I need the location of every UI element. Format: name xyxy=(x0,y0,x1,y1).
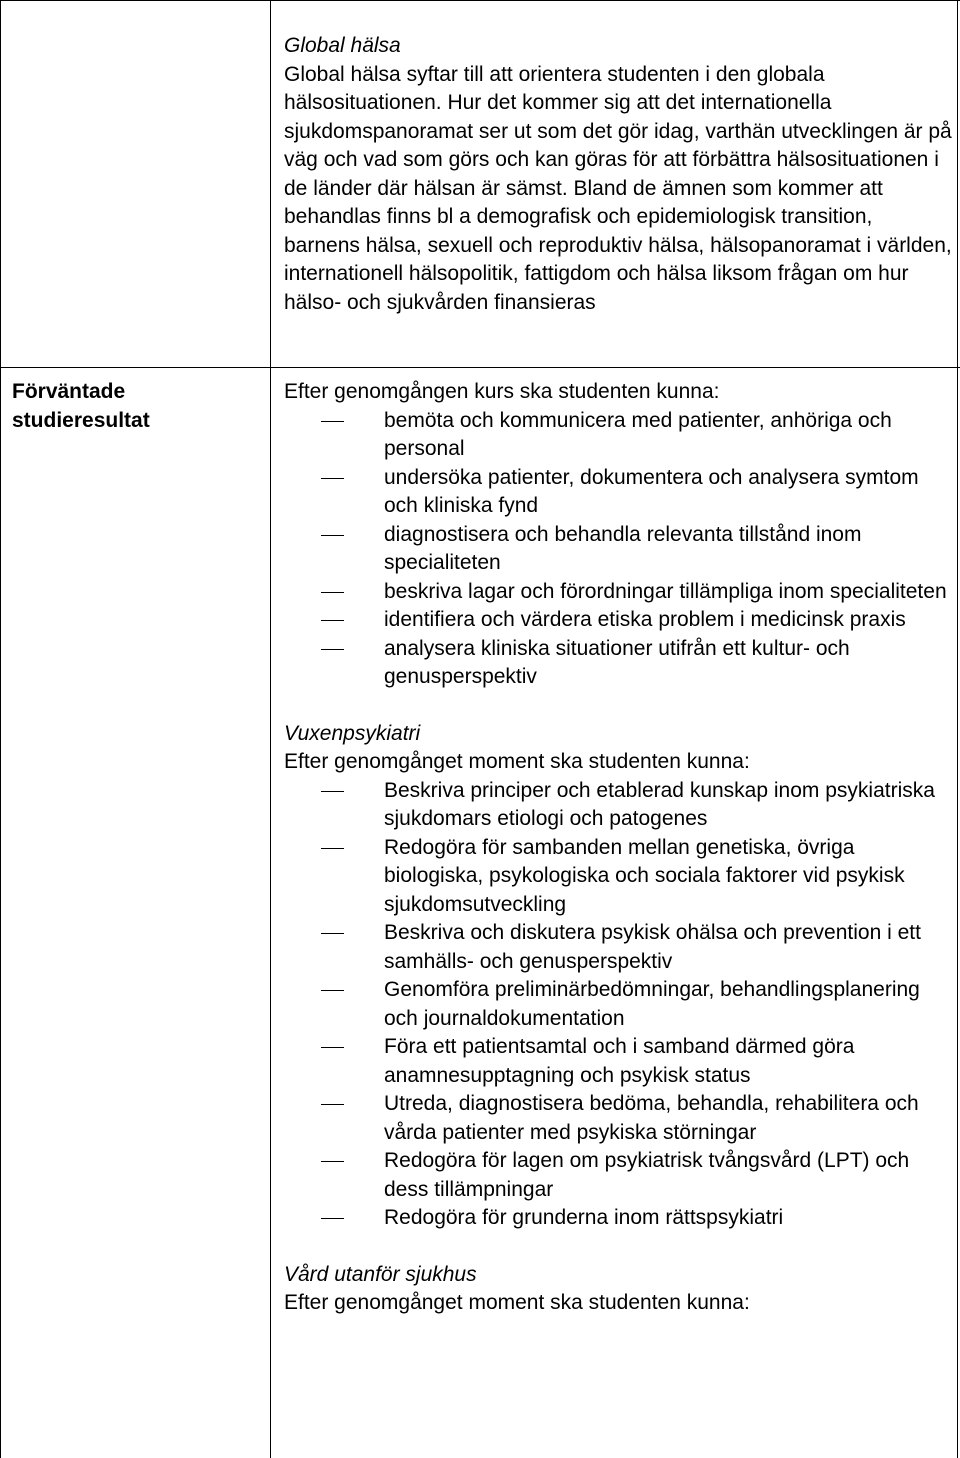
list-item: beskriva lagar och förordningar tillämpliga inom specialiteten xyxy=(284,578,954,607)
table-row-divider xyxy=(0,367,960,368)
list-item: Beskriva och diskutera psykisk ohälsa och prevention i ett samhälls- och genusperspektiv xyxy=(284,919,954,976)
vard-utanfor-section xyxy=(284,1261,954,1318)
vuxenpsykiatri-intro: Efter genomgånget moment ska studenten kunna: xyxy=(284,750,750,773)
global-halsa-heading: Global hälsa xyxy=(284,34,401,57)
table-border-left xyxy=(0,0,1,1458)
outcomes-intro: Efter genomgången kurs ska studenten kunna: xyxy=(284,380,720,403)
list-item: Beskriva principer och etablerad kunskap inom psykiatriska sjukdomars etiologi och patogenes xyxy=(284,777,954,834)
global-halsa-cell xyxy=(284,32,954,317)
list-item: Redogöra för grunderna inom rättspsykiatri xyxy=(284,1204,954,1233)
table-border-right xyxy=(957,0,958,1458)
list-item: Genomföra preliminärbedömningar, behandlingsplanering och journaldokumentation xyxy=(284,976,954,1033)
list-item: Redogöra för sambanden mellan genetiska, övriga biologiska, psykologiska och sociala faktorer vid psykisk sjukdomsutveckling xyxy=(284,834,954,920)
table-column-divider xyxy=(270,0,271,1458)
global-halsa-body: Global hälsa syftar till att orientera studenten i den globala hälsosituationen. Hur det kommer sig att det internationella sjukdomspanoramat ser ut som det gör idag, varthän utvecklingen är på väg och vad som görs och kan göras för att förbättra hälsosituationen i de länder där hälsan är sämst. Bland de ämnen som kommer att behandlas finns bl a demografisk och epidemiologisk transition, barnens hälsa, sexuell och reproduktiv hälsa, hälsopanoramat i världen, internationell hälsopolitik, fattigdom och hälsa liksom frågan om hur hälso- och sjukvården finansieras xyxy=(284,62,952,314)
list-item: Redogöra för lagen om psykiatrisk tvångsvård (LPT) och dess tillämpningar xyxy=(284,1147,954,1204)
vard-utanfor-intro: Efter genomgånget moment ska studenten kunna: xyxy=(284,1291,750,1314)
list-item: diagnostisera och behandla relevanta tillstånd inom specialiteten xyxy=(284,521,954,578)
outcomes-label-cell xyxy=(12,378,262,435)
list-item: Föra ett patientsamtal och i samband därmed göra anamnesupptagning och psykisk status xyxy=(284,1033,954,1090)
list-item: Utreda, diagnostisera bedöma, behandla, rehabilitera och vårda patienter med psykiska störningar xyxy=(284,1090,954,1147)
vuxenpsykiatri-list xyxy=(284,777,954,1233)
list-item: identifiera och värdera etiska problem i medicinsk praxis xyxy=(284,606,954,635)
outcomes-label-line1: Förväntade xyxy=(12,380,126,403)
list-item: bemöta och kommunicera med patienter, anhöriga och personal xyxy=(284,407,954,464)
table-border-top xyxy=(0,0,960,1)
vuxenpsykiatri-section xyxy=(284,720,954,1233)
list-item: analysera kliniska situationer utifrån ett kultur- och genusperspektiv xyxy=(284,635,954,692)
list-item: undersöka patienter, dokumentera och analysera symtom och kliniska fynd xyxy=(284,464,954,521)
vuxenpsykiatri-heading: Vuxenpsykiatri xyxy=(284,721,421,745)
outcomes-label-line2: studieresultat xyxy=(12,408,150,432)
outcomes-list xyxy=(284,407,954,692)
vard-utanfor-heading: Vård utanför sjukhus xyxy=(284,1262,477,1286)
outcomes-cell xyxy=(284,378,954,1318)
